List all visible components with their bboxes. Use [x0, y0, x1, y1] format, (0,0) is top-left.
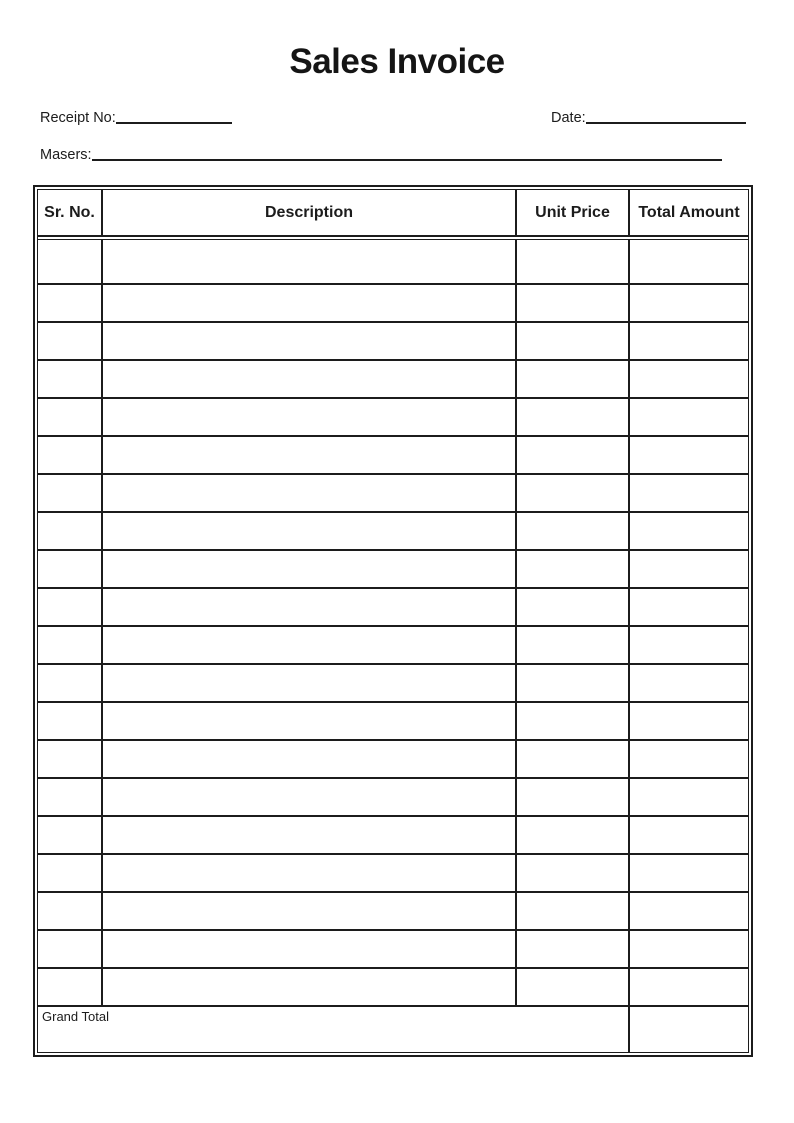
table-row	[38, 817, 748, 855]
table-row	[38, 741, 748, 779]
table-row	[38, 665, 748, 703]
page-title: Sales Invoice	[289, 42, 505, 81]
table-row	[38, 969, 748, 1007]
masers-label: Masers:	[40, 147, 92, 163]
table-row	[38, 855, 748, 893]
header-description: Description	[103, 190, 517, 235]
table-cell[interactable]	[517, 361, 630, 397]
table-cell[interactable]	[103, 817, 517, 853]
table-cell[interactable]	[103, 703, 517, 739]
invoice-table-inner	[37, 189, 749, 1053]
table-cell[interactable]	[517, 627, 630, 663]
date-field	[551, 109, 746, 126]
grand-total-value-cell[interactable]	[630, 1007, 748, 1052]
table-cell[interactable]	[630, 323, 748, 359]
table-row	[38, 779, 748, 817]
table-cell[interactable]	[103, 589, 517, 625]
table-cell[interactable]	[38, 437, 103, 473]
table-cell[interactable]	[517, 589, 630, 625]
table-cell[interactable]	[103, 969, 517, 1005]
table-cell[interactable]	[630, 627, 748, 663]
table-cell[interactable]	[103, 513, 517, 549]
table-cell[interactable]	[517, 703, 630, 739]
grand-total-label: Grand Total	[38, 1007, 630, 1052]
table-cell[interactable]	[38, 475, 103, 511]
table-cell[interactable]	[630, 361, 748, 397]
table-cell[interactable]	[103, 475, 517, 511]
table-row	[38, 589, 748, 627]
table-cell[interactable]	[630, 437, 748, 473]
table-cell[interactable]	[38, 361, 103, 397]
table-cell[interactable]	[630, 665, 748, 701]
table-row	[38, 437, 748, 475]
table-cell[interactable]	[630, 240, 748, 283]
table-cell[interactable]	[630, 475, 748, 511]
table-cell[interactable]	[517, 399, 630, 435]
table-row	[38, 893, 748, 931]
table-cell[interactable]	[630, 969, 748, 1005]
table-body	[38, 239, 748, 1007]
table-cell[interactable]	[103, 779, 517, 815]
receipt-no-blank[interactable]	[116, 109, 232, 124]
table-cell[interactable]	[517, 551, 630, 587]
table-cell[interactable]	[38, 969, 103, 1005]
table-cell[interactable]	[38, 513, 103, 549]
table-cell[interactable]	[517, 969, 630, 1005]
table-cell[interactable]	[38, 399, 103, 435]
table-cell[interactable]	[103, 627, 517, 663]
table-cell[interactable]	[38, 323, 103, 359]
table-cell[interactable]	[517, 893, 630, 929]
table-cell[interactable]	[630, 285, 748, 321]
invoice-table	[33, 185, 753, 1057]
receipt-no-label: Receipt No:	[40, 110, 116, 126]
table-row	[38, 240, 748, 285]
table-cell[interactable]	[517, 323, 630, 359]
table-cell[interactable]	[517, 240, 630, 283]
table-cell[interactable]	[103, 285, 517, 321]
table-cell[interactable]	[103, 361, 517, 397]
table-cell[interactable]	[38, 931, 103, 967]
table-cell[interactable]	[517, 285, 630, 321]
table-cell[interactable]	[38, 779, 103, 815]
table-cell[interactable]	[517, 513, 630, 549]
table-cell[interactable]	[630, 893, 748, 929]
table-cell[interactable]	[517, 779, 630, 815]
table-cell[interactable]	[103, 855, 517, 891]
table-row	[38, 399, 748, 437]
table-cell[interactable]	[630, 741, 748, 777]
header-total-amount: Total Amount	[638, 203, 740, 221]
table-cell[interactable]	[630, 931, 748, 967]
table-cell[interactable]	[103, 437, 517, 473]
table-row	[38, 285, 748, 323]
table-cell[interactable]	[103, 323, 517, 359]
table-cell[interactable]	[103, 893, 517, 929]
table-cell[interactable]	[630, 399, 748, 435]
table-header-row	[38, 190, 748, 237]
table-row	[38, 513, 748, 551]
masers-field	[40, 146, 722, 163]
table-cell[interactable]	[630, 513, 748, 549]
table-cell[interactable]	[38, 627, 103, 663]
table-cell[interactable]	[517, 741, 630, 777]
table-cell[interactable]	[517, 665, 630, 701]
table-row	[38, 703, 748, 741]
table-cell[interactable]	[630, 817, 748, 853]
table-cell[interactable]	[517, 931, 630, 967]
table-cell[interactable]	[103, 551, 517, 587]
table-cell[interactable]	[38, 893, 103, 929]
table-row	[38, 361, 748, 399]
table-cell[interactable]	[38, 665, 103, 701]
header-sr-no: Sr. No.	[38, 190, 103, 235]
table-cell[interactable]	[630, 779, 748, 815]
table-row	[38, 931, 748, 969]
table-cell[interactable]	[38, 855, 103, 891]
table-cell[interactable]	[517, 475, 630, 511]
table-cell[interactable]	[38, 240, 103, 283]
table-cell[interactable]	[517, 817, 630, 853]
header-unit-price: Unit Price	[517, 190, 630, 235]
table-cell[interactable]	[103, 665, 517, 701]
table-cell[interactable]	[517, 437, 630, 473]
table-row	[38, 475, 748, 513]
table-cell[interactable]	[103, 741, 517, 777]
table-cell[interactable]	[38, 817, 103, 853]
table-cell[interactable]	[517, 855, 630, 891]
table-cell[interactable]	[630, 855, 748, 891]
receipt-no-field	[40, 109, 232, 126]
table-cell[interactable]	[38, 703, 103, 739]
table-row	[38, 323, 748, 361]
table-cell[interactable]	[38, 589, 103, 625]
table-cell[interactable]	[103, 931, 517, 967]
date-blank[interactable]	[586, 109, 746, 124]
table-row	[38, 627, 748, 665]
table-cell[interactable]	[38, 741, 103, 777]
table-cell[interactable]	[103, 240, 517, 283]
table-cell[interactable]	[630, 589, 748, 625]
grand-total-row	[38, 1007, 748, 1052]
masers-blank[interactable]	[92, 146, 722, 161]
date-label: Date:	[551, 110, 586, 126]
table-row	[38, 551, 748, 589]
table-cell[interactable]	[38, 285, 103, 321]
table-cell[interactable]	[38, 551, 103, 587]
table-cell[interactable]	[630, 703, 748, 739]
table-cell[interactable]	[630, 551, 748, 587]
table-cell[interactable]	[103, 399, 517, 435]
